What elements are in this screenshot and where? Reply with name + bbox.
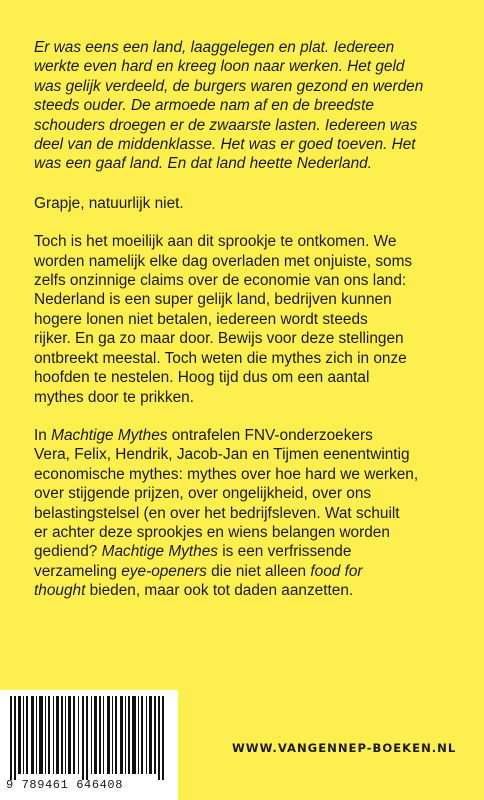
text-run: over stijgende prijzen, over ongelijkheid, over ons bbox=[34, 485, 372, 503]
text-run: bieden, maar ook tot daden aanzetten. bbox=[85, 582, 354, 600]
text-run: In bbox=[34, 426, 52, 444]
publisher-website[interactable]: WWW.VANGENNEP-BOEKEN.NL bbox=[232, 741, 457, 755]
para-line: mythes door te prikken. bbox=[34, 388, 194, 406]
intro-line: steeds ouder. De armoede nam af en de breedste bbox=[34, 97, 374, 115]
barcode-icon bbox=[8, 696, 170, 780]
intro-line: schouders droegen er de zwaarste lasten. Iedereen was bbox=[34, 116, 418, 134]
para-line: ontbreekt meestal. Toch weten die mythes zich in onze bbox=[34, 349, 407, 367]
text-run: economische mythes: mythes over hoe hard we werken, bbox=[34, 465, 419, 483]
book-title: Machtige Mythes bbox=[51, 426, 168, 444]
text-run: belastingstelsel (en over het bedrijfsleven. Wat schuilt bbox=[34, 504, 400, 522]
para-line: hogere lonen niet betalen, iedereen wordt steeds bbox=[34, 310, 368, 328]
text-run: is een verfrissende bbox=[217, 543, 352, 561]
text-run: er achter deze sprookjes en wiens belangen worden bbox=[34, 523, 390, 541]
text-run: verzameling bbox=[34, 562, 122, 580]
book-summary-paragraph bbox=[34, 426, 454, 601]
intro-paragraph bbox=[34, 38, 454, 174]
para-line: hoofden te nestelen. Hoog tijd dus om een aantal bbox=[34, 369, 370, 387]
emphasis: food for bbox=[310, 562, 363, 580]
para-line: Nederland is een super gelijk land, bedrijven kunnen bbox=[34, 291, 392, 309]
text-run: gediend? bbox=[34, 543, 98, 561]
intro-line: was gelijk verdeeld, de burgers waren gezond en werden bbox=[34, 77, 424, 95]
myths-paragraph bbox=[34, 232, 454, 407]
text-run: ontrafelen FNV-onderzoekers bbox=[167, 426, 373, 444]
para-line: rijker. En ga zo maar door. Bewijs voor deze stellingen bbox=[34, 330, 404, 348]
barcode bbox=[0, 690, 178, 800]
back-cover-text bbox=[34, 38, 454, 620]
intro-line: werkte even hard en kreeg loon naar werken. Het geld bbox=[34, 58, 405, 76]
isbn-digits: 9 789461 646408 bbox=[6, 778, 124, 792]
intro-line: deel van de middenklasse. Het was er goed toeven. Het bbox=[34, 136, 416, 154]
para-line: worden namelijk elke dag overladen met onjuiste, soms bbox=[34, 252, 413, 270]
emphasis: eye-openers bbox=[121, 562, 207, 580]
text-run: Vera, Felix, Hendrik, Jacob-Jan en Tijmen eenentwintig bbox=[34, 446, 410, 464]
para-line: zelfs onzinnige claims over de economie van ons land: bbox=[34, 272, 407, 290]
intro-line: was een gaaf land. En dat land heette Nederland. bbox=[34, 155, 372, 173]
intro-line: Er was eens een land, laaggelegen en plat. Iedereen bbox=[34, 39, 395, 56]
para-line: Toch is het moeilijk aan dit sprookje te ontkomen. We bbox=[34, 233, 397, 251]
emphasis: thought bbox=[34, 582, 86, 600]
joke-line: Grapje, natuurlijk niet. bbox=[34, 194, 184, 212]
text-run: die niet alleen bbox=[206, 562, 311, 580]
book-title: Machtige Mythes bbox=[101, 543, 218, 561]
